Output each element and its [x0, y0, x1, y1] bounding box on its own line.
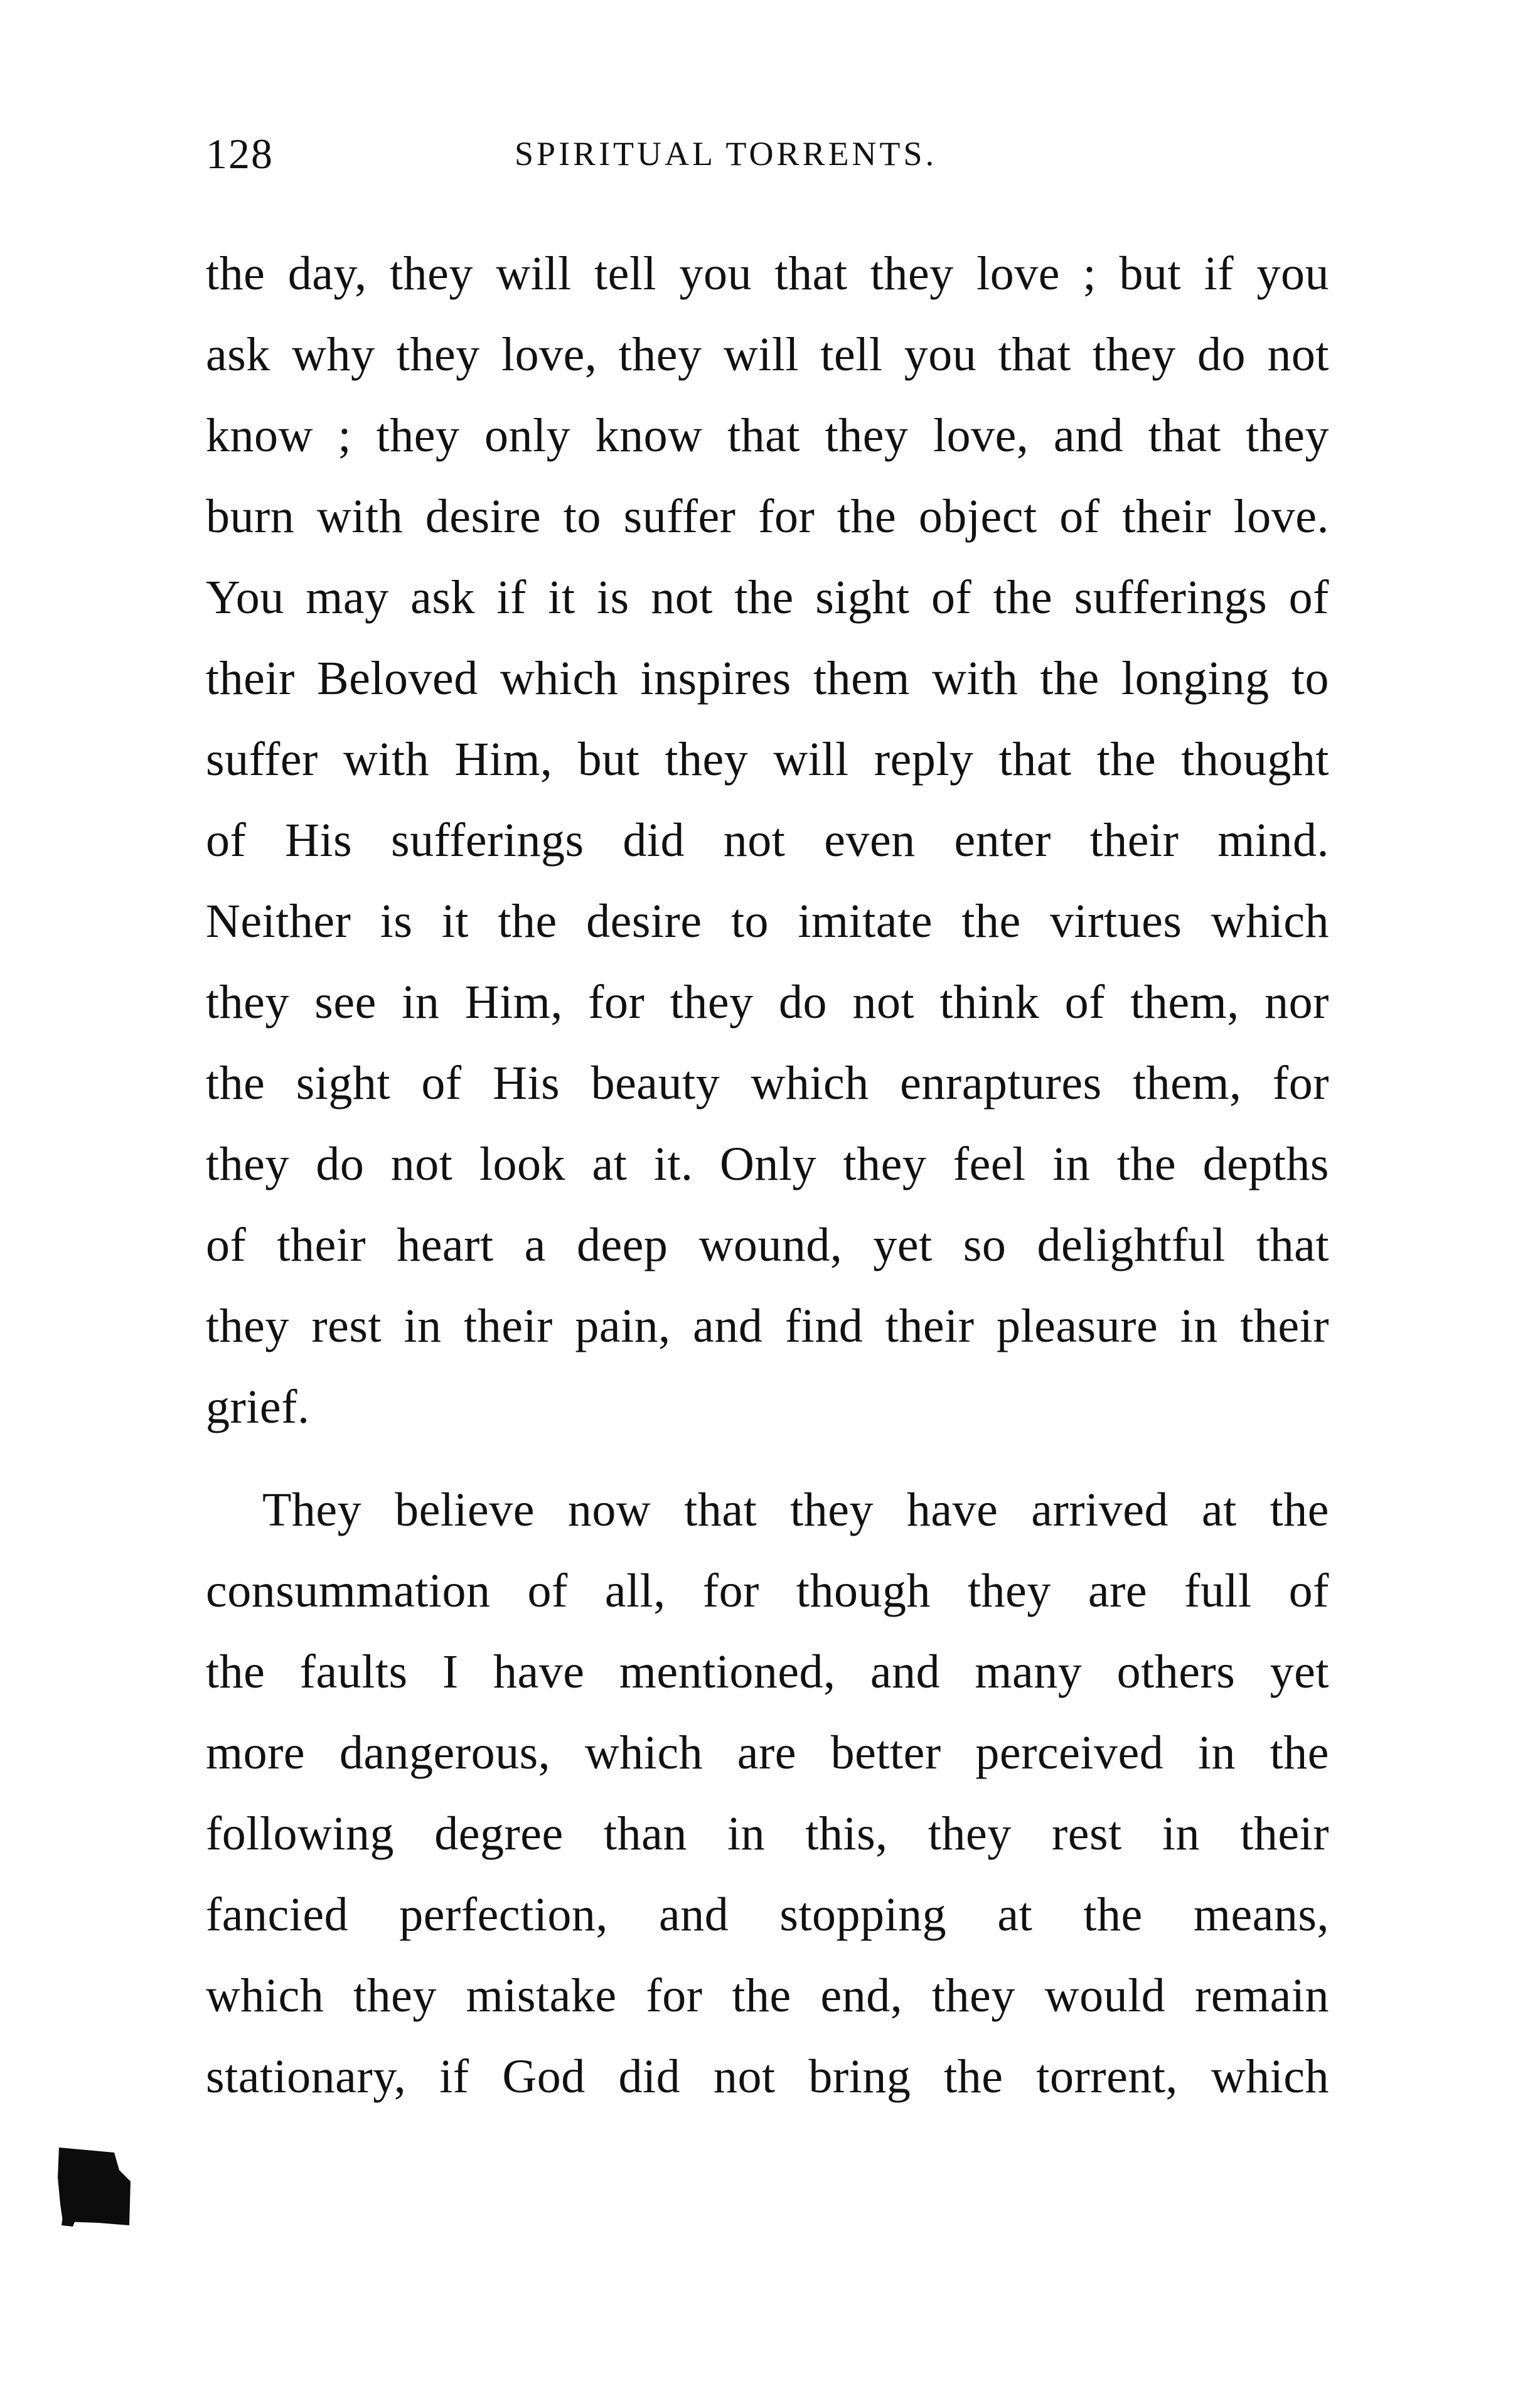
text-line: the sight of His beauty which enraptures them, for [206, 1057, 1329, 1110]
text-line: of their heart a deep wound, yet so delightful that [206, 1219, 1329, 1271]
text-line: know ; they only know that they love, and that they [206, 409, 1329, 462]
page-number: 128 [206, 130, 274, 178]
text-line: burn with desire to suffer for the object of their love. [206, 490, 1329, 543]
text-line: they see in Him, for they do not think of them, nor [206, 976, 1329, 1029]
page-header [0, 119, 1540, 188]
text-line: They believe now that they have arrived at the [262, 1484, 1329, 1536]
text-line: Neither is it the desire to imitate the virtues which [206, 895, 1329, 948]
text-line: they do not look at it. Only they feel in the depths [206, 1138, 1329, 1190]
text-line: suffer with Him, but they will reply that the thought [206, 733, 1329, 786]
text-line: more dangerous, which are better perceived in the [206, 1726, 1329, 1779]
text-line: ask why they love, they will tell you that they do not [206, 328, 1329, 381]
text-line: fancied perfection, and stopping at the means, [206, 1888, 1329, 1941]
text-line: which they mistake for the end, they would remain [206, 1969, 1329, 2022]
text-line: the faults I have mentioned, and many others yet [206, 1645, 1329, 1698]
text-line: of His sufferings did not even enter their mind. [206, 814, 1329, 867]
text-line: You may ask if it is not the sight of the sufferings of [206, 571, 1329, 624]
text-line: grief. [206, 1381, 310, 1433]
text-line: they rest in their pain, and find their pleasure in their [206, 1300, 1329, 1352]
paragraph-1 [206, 233, 1329, 1448]
ink-blot-mark [54, 2134, 136, 2228]
text-line: stationary, if God did not bring the torrent, which [206, 2050, 1329, 2103]
paragraph-2 [206, 1470, 1329, 2117]
text-line: their Beloved which inspires them with the longing to [206, 652, 1329, 705]
text-line: consummation of all, for though they are full of [206, 1565, 1329, 1617]
page-body [206, 233, 1329, 2117]
paragraph-gap [206, 1448, 1329, 1470]
text-line: the day, they will tell you that they love ; but if you [206, 247, 1329, 300]
running-title: SPIRITUAL TORRENTS. [515, 135, 938, 173]
text-line: following degree than in this, they rest in their [206, 1807, 1329, 1860]
